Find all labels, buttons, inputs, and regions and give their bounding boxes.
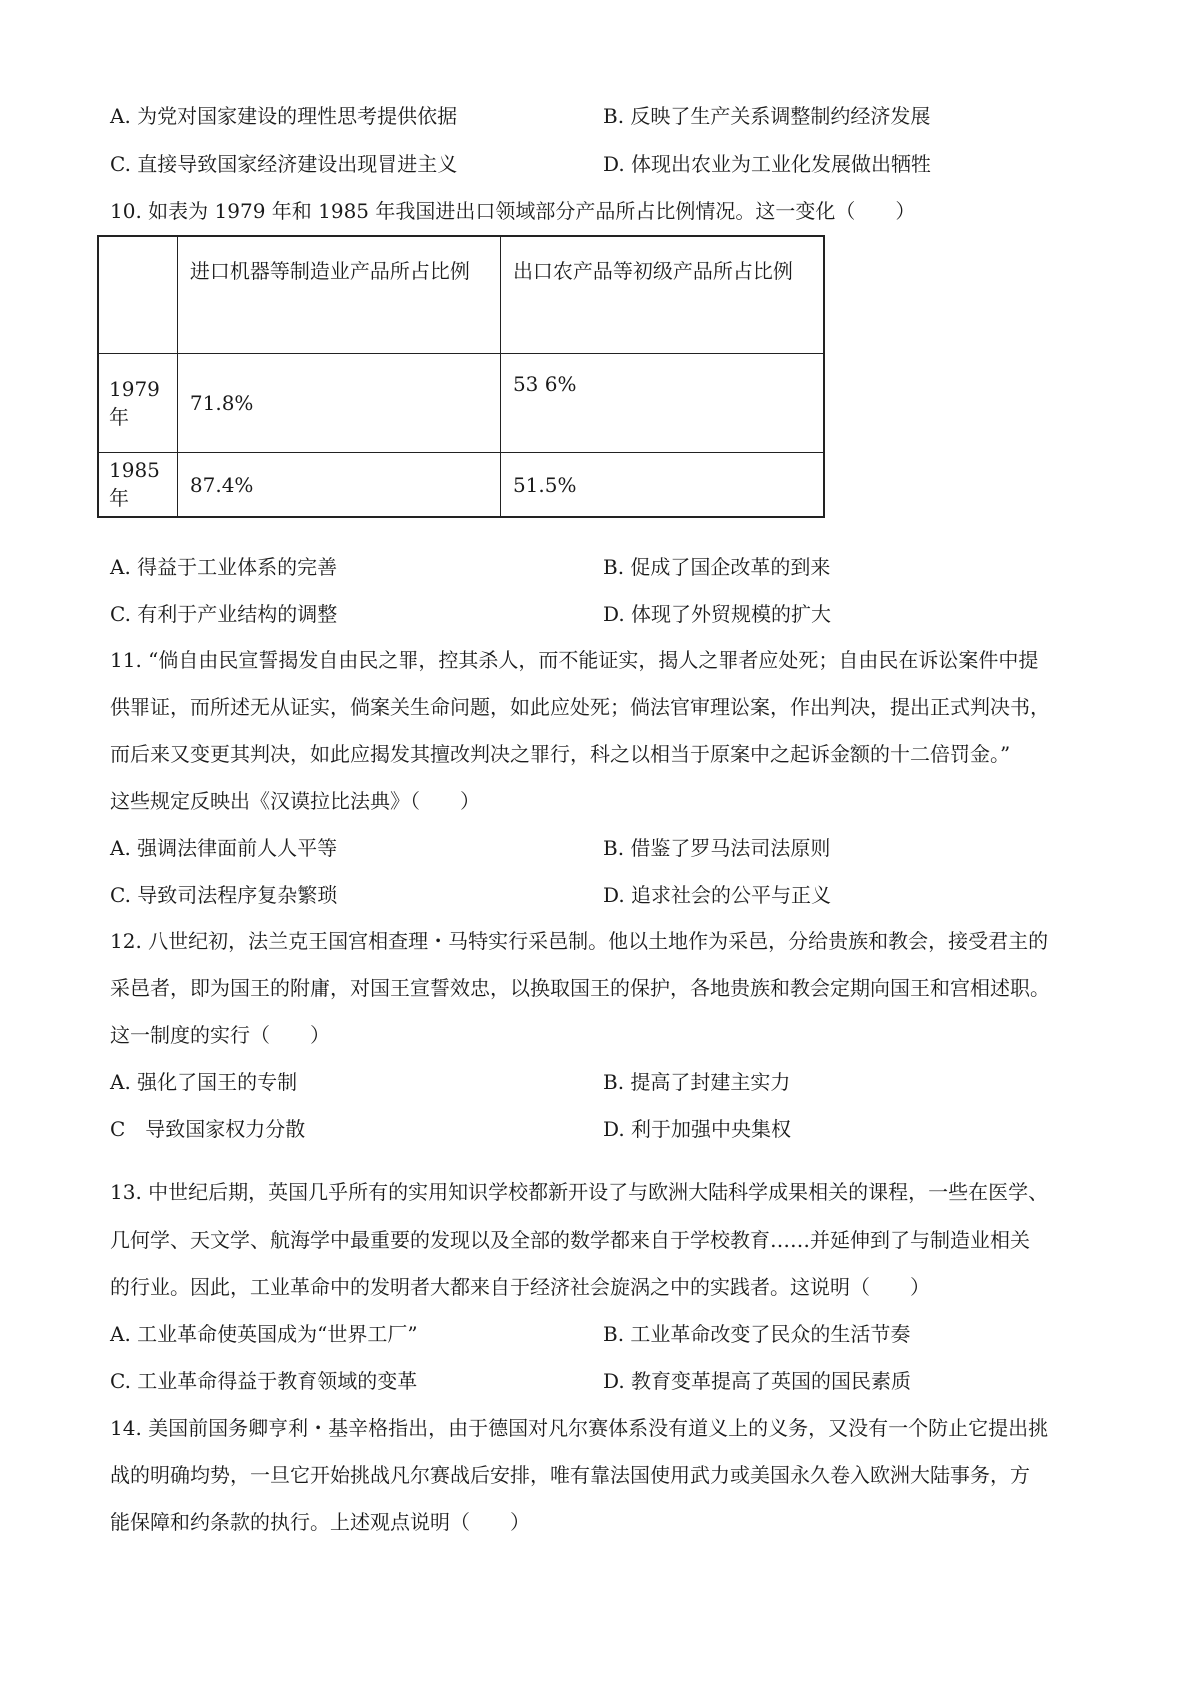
q9-option-a[interactable]: A. 为党对国家建设的理性思考提供依据 xyxy=(110,104,458,128)
table-cell-export: 51.5% xyxy=(500,453,824,518)
table-header-corner xyxy=(98,236,177,354)
q10-option-b[interactable]: B. 促成了国企改革的到来 xyxy=(603,555,831,579)
table-cell-year: 1979 年 xyxy=(98,354,177,453)
q12-option-b[interactable]: B. 提高了封建主实力 xyxy=(603,1070,791,1094)
q13-stem-line: 的行业。因此，工业革命中的发明者大都来自于经济社会旋涡之中的实践者。这说明（ ） xyxy=(110,1275,930,1299)
q11-option-d[interactable]: D. 追求社会的公平与正义 xyxy=(603,883,832,907)
table-cell-import: 71.8% xyxy=(177,354,500,453)
q10-stem: 10. 如表为 1979 年和 1985 年我国进出口领域部分产品所占比例情况。这一变化（ ） xyxy=(110,199,916,223)
table-header-export: 出口农产品等初级产品所占比例 xyxy=(500,236,824,354)
q11-option-c[interactable]: C. 导致司法程序复杂繁琐 xyxy=(110,883,338,907)
table-row xyxy=(98,354,824,453)
q13-option-d[interactable]: D. 教育变革提高了英国的国民素质 xyxy=(603,1369,912,1393)
q12-stem-line: 采邑者，即为国王的附庸，对国王宣誓效忠，以换取国王的保护，各地贵族和教会定期向国王和宫相述职。 xyxy=(110,976,1050,1000)
table-header-import: 进口机器等制造业产品所占比例 xyxy=(177,236,500,354)
table-cell-year: 1985 年 xyxy=(98,453,177,518)
q11-stem-line: 11. “倘自由民宣誓揭发自由民之罪，控其杀人，而不能证实，揭人之罪者应处死；自由民在诉讼案件中提 xyxy=(110,648,1039,672)
q10-option-a[interactable]: A. 得益于工业体系的完善 xyxy=(110,555,338,579)
q11-stem-line: 而后来又变更其判决，如此应揭发其擅改判决之罪行，科之以相当于原案中之起诉金额的十二倍罚金。” xyxy=(110,742,1011,766)
table-row xyxy=(98,453,824,518)
q9-option-c[interactable]: C. 直接导致国家经济建设出现冒进主义 xyxy=(110,152,458,176)
q11-stem-line: 供罪证，而所述无从证实，倘案关生命问题，如此应处死；倘法官审理讼案，作出判决，提出正式判决书， xyxy=(110,695,1050,719)
q9-option-d[interactable]: D. 体现出农业为工业化发展做出牺牲 xyxy=(603,152,932,176)
q12-stem-line: 这一制度的实行（ ） xyxy=(110,1023,330,1047)
q13-stem-line: 13. 中世纪后期，英国几乎所有的实用知识学校都新开设了与欧洲大陆科学成果相关的课程，一些在医学、 xyxy=(110,1180,1049,1204)
q11-option-b[interactable]: B. 借鉴了罗马法司法原则 xyxy=(603,836,831,860)
q10-option-d[interactable]: D. 体现了外贸规模的扩大 xyxy=(603,602,832,626)
q12-option-d[interactable]: D. 利于加强中央集权 xyxy=(603,1117,792,1141)
table-cell-import: 87.4% xyxy=(177,453,500,518)
q14-stem-line: 14. 美国前国务卿亨利・基辛格指出，由于德国对凡尔赛体系没有道义上的义务，又没有一个防止它提出挑 xyxy=(110,1416,1049,1440)
q13-option-b[interactable]: B. 工业革命改变了民众的生活节奏 xyxy=(603,1322,911,1346)
q14-stem-line: 能保障和约条款的执行。上述观点说明（ ） xyxy=(110,1510,530,1534)
q10-data-table xyxy=(97,235,825,518)
q12-stem-line: 12. 八世纪初，法兰克王国宫相查理・马特实行采邑制。他以土地作为采邑，分给贵族和教会，接受君主的 xyxy=(110,929,1049,953)
q10-option-c[interactable]: C. 有利于产业结构的调整 xyxy=(110,602,338,626)
q11-option-a[interactable]: A. 强调法律面前人人平等 xyxy=(110,836,338,860)
q13-option-a[interactable]: A. 工业革命使英国成为“世界工厂” xyxy=(110,1322,418,1346)
q9-option-b[interactable]: B. 反映了生产关系调整制约经济发展 xyxy=(603,104,931,128)
q13-option-c[interactable]: C. 工业革命得益于教育领域的变革 xyxy=(110,1369,418,1393)
table-cell-export: 53 6% xyxy=(500,354,824,453)
q13-stem-line: 几何学、天文学、航海学中最重要的发现以及全部的数学都来自于学校教育……并延伸到了与制造业相关 xyxy=(110,1228,1030,1252)
q14-stem-line: 战的明确均势，一旦它开始挑战凡尔赛战后安排，唯有靠法国使用武力或美国永久卷入欧洲大陆事务，方 xyxy=(110,1463,1030,1487)
q12-option-a[interactable]: A. 强化了国王的专制 xyxy=(110,1070,298,1094)
q11-stem-line: 这些规定反映出《汉谟拉比法典》（ ） xyxy=(110,789,480,813)
q12-option-c[interactable]: C 导致国家权力分散 xyxy=(110,1117,306,1141)
